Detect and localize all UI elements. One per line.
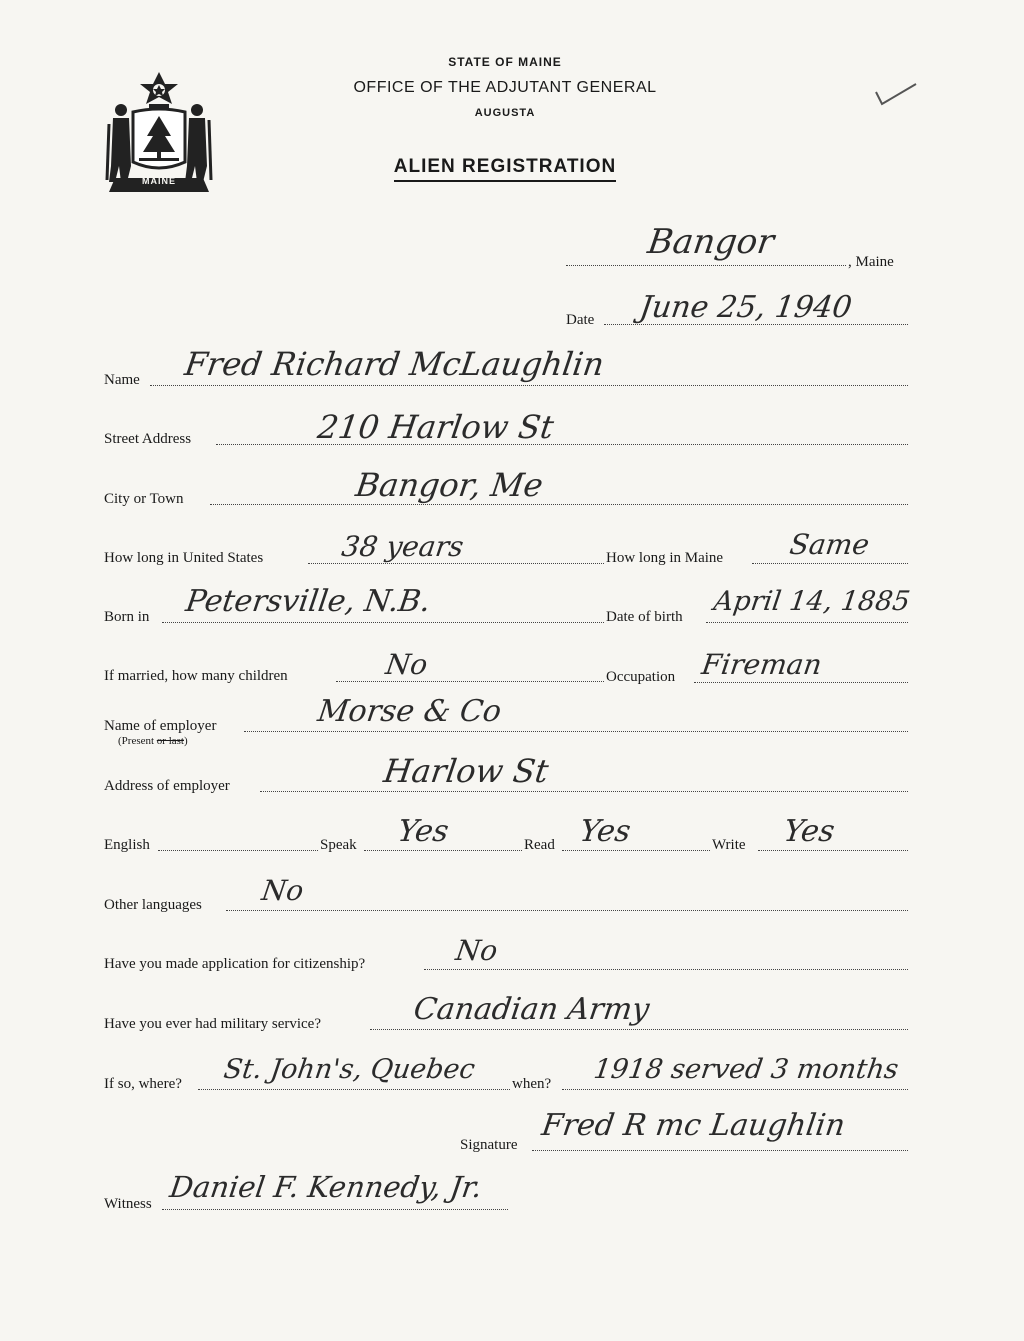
born-in-value: Petersville, N.B. [183, 584, 433, 619]
children-label: If married, how many children [104, 668, 288, 684]
when-label: when? [512, 1076, 552, 1092]
write-value: Yes [781, 814, 837, 849]
where-label: If so, where? [104, 1076, 182, 1092]
write-line [758, 850, 908, 851]
employer-address-label: Address of employer [104, 778, 230, 794]
signature-label: Signature [460, 1137, 518, 1153]
where-line [198, 1089, 510, 1090]
born-in-label: Born in [104, 609, 150, 625]
born-in-line [162, 622, 604, 623]
city-label: City or Town [104, 491, 184, 507]
witness-value: Daniel F. Kennedy, Jr. [167, 1170, 485, 1204]
header-city: AUGUSTA [474, 107, 536, 119]
header-office: OFFICE OF THE ADJUTANT GENERAL [353, 79, 657, 96]
other-languages-value: No [259, 874, 306, 907]
street-label: Street Address [104, 431, 192, 447]
maine-label: , Maine [848, 254, 894, 270]
employer-value: Morse & Co [315, 694, 504, 729]
read-line [562, 850, 710, 851]
present-text: (Present [118, 735, 155, 747]
occupation-label: Occupation [606, 669, 676, 685]
name-value: Fred Richard McLaughlin [182, 345, 607, 383]
employer-address-value: Harlow St [381, 752, 551, 790]
date-label: Date [566, 312, 595, 328]
how-long-us-label: How long in United States [104, 550, 264, 566]
military-line [370, 1029, 908, 1030]
english-label: English [104, 837, 150, 853]
citizenship-value: No [453, 934, 500, 967]
citizenship-line [424, 969, 908, 970]
occupation-line [694, 682, 908, 683]
date-of-birth-label: Date of birth [606, 609, 683, 625]
city-line [210, 504, 908, 505]
seal-text: MAINE [142, 176, 176, 186]
employer-line [244, 731, 908, 732]
children-line [336, 681, 604, 682]
signature-value: Fred R mc Laughlin [539, 1108, 848, 1143]
other-languages-label: Other languages [104, 897, 202, 913]
english-line [158, 850, 318, 851]
when-line [562, 1089, 908, 1090]
military-label: Have you ever had military service? [104, 1016, 321, 1032]
date-value: June 25, 1940 [637, 290, 855, 325]
witness-line [162, 1209, 508, 1210]
how-long-maine-line [752, 563, 908, 564]
military-value: Canadian Army [411, 992, 652, 1027]
citizenship-label: Have you made application for citizenship? [104, 956, 366, 972]
children-value: No [383, 648, 430, 681]
town-line [566, 265, 846, 266]
other-languages-line [226, 910, 908, 911]
employer-address-line [260, 791, 908, 792]
name-line [150, 385, 908, 386]
city-value: Bangor, Me [353, 466, 546, 504]
date-of-birth-value: April 14, 1885 [711, 586, 912, 617]
header-state: STATE OF MAINE [448, 55, 562, 69]
when-value: 1918 served 3 months [591, 1054, 901, 1085]
read-label: Read [524, 837, 555, 853]
date-of-birth-line [706, 622, 908, 623]
where-value: St. John's, Quebec [221, 1054, 477, 1085]
signature-line [532, 1150, 908, 1151]
name-label: Name [104, 372, 140, 388]
speak-label: Speak [320, 837, 357, 853]
employer-label: Name of employer [104, 718, 217, 734]
how-long-us-line [308, 563, 604, 564]
street-value: 210 Harlow St [315, 408, 557, 446]
how-long-maine-label: How long in Maine [606, 550, 724, 566]
speak-value: Yes [395, 814, 451, 849]
write-label: Write [712, 837, 746, 853]
or-last-text: or last [156, 735, 184, 747]
close-paren-text: ) [184, 735, 188, 747]
witness-label: Witness [104, 1196, 152, 1212]
form-title [0, 156, 1010, 178]
employer-note [118, 735, 188, 747]
read-value: Yes [577, 814, 633, 849]
speak-line [364, 850, 522, 851]
occupation-value: Fireman [699, 648, 824, 681]
how-long-us-value: 38 years [339, 530, 466, 563]
town-value: Bangor [645, 222, 777, 262]
form-title-text: ALIEN REGISTRATION [394, 156, 616, 182]
how-long-maine-value: Same [787, 528, 872, 561]
